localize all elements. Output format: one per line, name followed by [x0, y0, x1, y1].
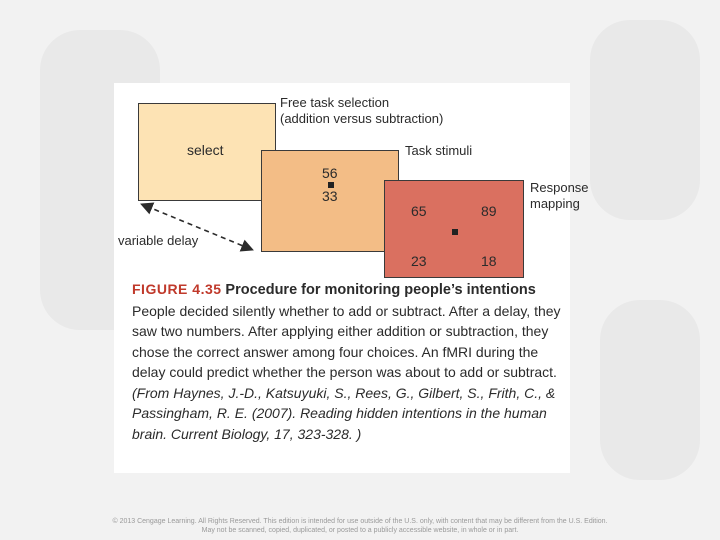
footer-line1: © 2013 Cengage Learning. All Rights Reserved. This edition is intended for use outside of the U.S. only, with content that may be different from the U.S. Edition. [112, 518, 608, 525]
choice-top-right: 89 [481, 203, 497, 219]
figure-panel [114, 83, 589, 473]
select-label: select [187, 142, 224, 158]
task-stimuli-label: Task stimuli [405, 143, 473, 158]
choice-top-left: 65 [411, 203, 427, 219]
caption-title: Procedure for monitoring people’s intentions [225, 282, 536, 298]
response-mapping-label-line2: mapping [530, 196, 580, 211]
background-shape [600, 300, 700, 480]
stimulus-top-number: 56 [322, 165, 338, 181]
variable-delay-label: variable delay [118, 233, 199, 248]
caption-body: People decided silently whether to add or subtract. After a delay, they saw two numbers. After applying either addition or subtraction, they chose the correct answer among four choices. An fMRI during the delay could predict whether the person was about to add or subtract. [132, 302, 561, 380]
variable-delay-arrow [114, 83, 570, 283]
free-task-label-line1: Free task selection [280, 95, 390, 110]
choice-bottom-right: 18 [481, 253, 497, 269]
response-mapping-label-line1: Response [530, 180, 589, 195]
figure-caption [132, 279, 562, 444]
caption-reference: (From Haynes, J.-D., Katsuyuki, S., Rees, G., Gilbert, S., Frith, C., & Passingham, R. E. (2007). Reading hidden intentions in the human brain. Current Biology, 17, 323-328. ) [132, 384, 556, 442]
background-shape [590, 20, 700, 220]
stimulus-bottom-number: 33 [322, 188, 338, 204]
copyright-footer [0, 517, 720, 535]
figure-number: FIGURE 4.35 [132, 281, 222, 297]
footer-line2: May not be scanned, copied, duplicated, or posted to a publicly accessible website, in whole or in part. [201, 527, 519, 534]
choice-bottom-left: 23 [411, 253, 427, 269]
free-task-label-line2: (addition versus subtraction) [280, 111, 444, 126]
